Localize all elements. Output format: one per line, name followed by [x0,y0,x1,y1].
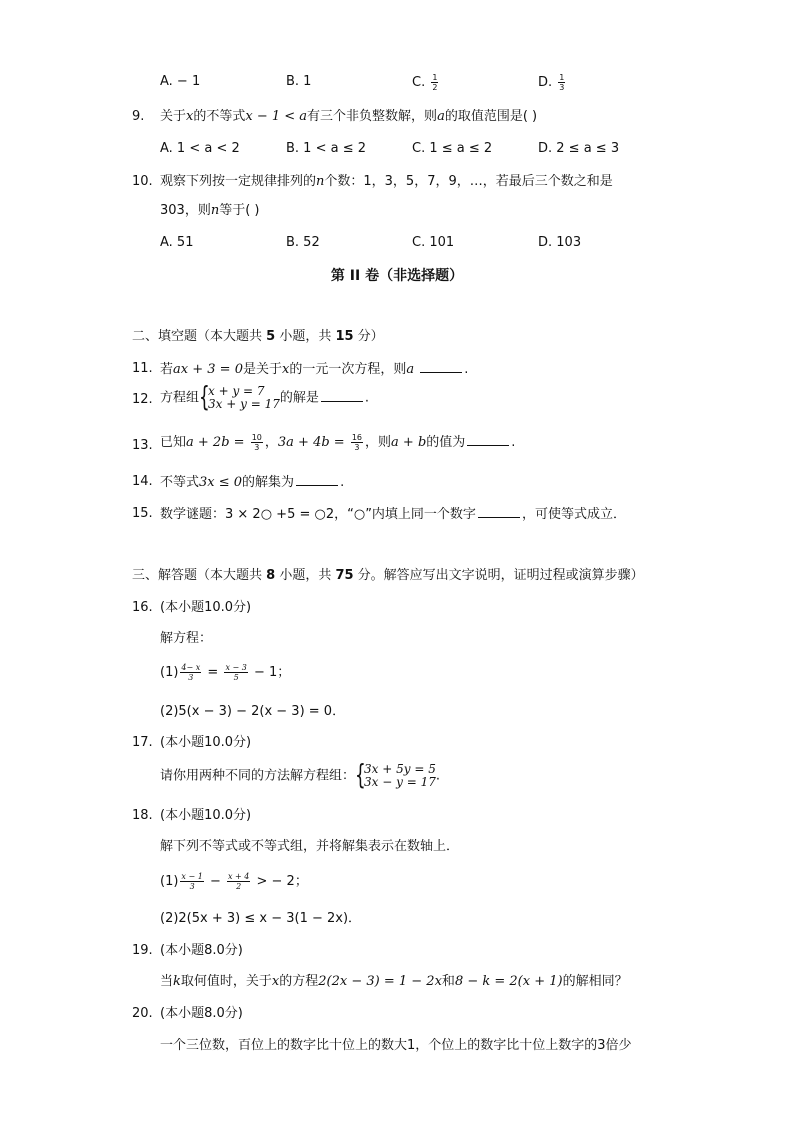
q9-option-c: C. 1 ≤ a ≤ 2 [412,141,493,156]
question-number: 18. [132,808,153,823]
question-number: 15. [132,506,153,521]
question-text: 不等式3x ≤ 0的解集为 . [160,475,345,490]
q8-option-b: B. 1 [286,74,312,89]
question-number: 19. [132,943,153,958]
equation-system: { x + y = 7 3x + y = 17 [199,380,280,413]
section-heading-fill-blank: 二、填空题（本大题共 5 小题，共 15 分） [132,329,384,344]
question-number: 14. [132,474,153,489]
q10-option-a: A. 51 [160,235,194,250]
q10-option-d: D. 103 [538,235,582,250]
question-number: 10. [132,174,153,189]
question-score: (本小题10.0分) [160,600,252,615]
answer-blank[interactable] [467,433,509,446]
question-number: 11. [132,361,153,376]
question-text: 方程组 { x + y = 7 3x + y = 17 的解是 . [160,380,369,413]
equation-system: { 3x + 5y = 5 3x − y = 17 [355,758,436,791]
q8-option-c: C. $\frac{1}{2}$ [412,73,438,92]
question-score: (本小题8.0分) [160,943,243,958]
q10-option-c: C. 101 [412,235,455,250]
exam-page: A. − 1 B. 1 C. $\frac{1}{2}$ D. $\frac{1}{3}$ 9. 关于x的不等式x − 1 < a有三个非负整数解，则a的取值范围是( ) A. 1 < a < 2 B. 1 < a ≤ 2 C. 1 ≤ a ≤ 2 D. 2 ≤ a ≤ 3 10. 观察下列按一定规律排列的n个数：1，3，5，7，9，…，若最后三个数之和是 303，则n等于( ) A. 51 B. 52 C. 101 D. 103 第 II 卷（非选择题） 二、填空题（本大题共 5 小题，共 15 分） 11. 若ax + 3 = 0是关于x的一元一次方程，则a . 12. 方程组 { x + y = 7 3x + y = 17 的解是 . 13. 已知a + 2b = $\frac{10}{3}$ ，3a + 4b = $\frac{16}{3}$ ，则a + b的值为 . 14. 不等式3x ≤ 0的解集为 . 15. 数学谜题：3 × 2○ +5 = ○2，“○”内填上同一个数字 ，可使等式成立． 三、解答题（本大题共 8 小题，共 75 分。解答应写出文字说明，证明过程或演算步骤） 16. (本小题10.0分) 解方程： (1) $\frac{4- x}{3}$ = $\frac{x - 3}{5}$ − 1； (2)5(x − 3) − 2(x − 3) = 0． 17. (本小题10.0分) 请你用两种不同的方法解方程组： { 3x + 5y = 5 3x − y = 17 . 18. (本小题10.0分) 解下列不等式或不等式组，并将解集表示在数轴上． (1) $\frac{x - 1}{3}$ − $\frac{x + 4}{2}$ > − 2； (2)2(5x + 3) ≤ x − 3(1 − 2x)． 19. (本小题8.0分) 当k取何值时，关于x的方程2(2x − 3) = 1 − 2x和8 − k = 2(x + 1)的解相同？ 20. (本小题8.0分) 一个三位数，百位上的数字比十位上的数大1，个位上的数字比十位上数字的3倍少 [0,0,794,1123]
question-text: 关于x的不等式x − 1 < a有三个非负整数解，则a的取值范围是( ) [160,109,538,124]
question-number: 9. [132,109,145,124]
q10-option-b: B. 52 [286,235,320,250]
question-text: 观察下列按一定规律排列的n个数：1，3，5，7，9，…，若最后三个数之和是 [160,174,613,189]
question-score: (本小题10.0分) [160,735,252,750]
q9-option-a: A. 1 < a < 2 [160,141,240,156]
question-number: 17. [132,735,153,750]
answer-blank[interactable] [420,360,462,373]
question-number: 16. [132,600,153,615]
answer-blank[interactable] [321,389,363,402]
answer-blank[interactable] [296,473,338,486]
question-text: 若ax + 3 = 0是关于x的一元一次方程，则a . [160,362,469,377]
section-heading-solve: 三、解答题（本大题共 8 小题，共 75 分。解答应写出文字说明，证明过程或演算步骤） [132,568,644,583]
part-title: 第 II 卷（非选择题） [330,268,464,284]
question-text: 数学谜题：3 × 2○ +5 = ○2，“○”内填上同一个数字 ，可使等式成立． [160,507,626,522]
q8-option-a: A. − 1 [160,74,201,89]
q9-option-d: D. 2 ≤ a ≤ 3 [538,141,620,156]
question-score: (本小题10.0分) [160,808,252,823]
question-number: 20. [132,1006,153,1021]
question-score: (本小题8.0分) [160,1006,243,1021]
answer-blank[interactable] [478,505,520,518]
q8-option-d: D. $\frac{1}{3}$ [538,73,565,92]
q9-option-b: B. 1 < a ≤ 2 [286,141,367,156]
question-number: 13. [132,438,153,453]
question-text: 已知a + 2b = $\frac{10}{3}$ ，3a + 4b = $\frac{16}{3}$ ，则a + b的值为 . [160,433,516,452]
question-number: 12. [132,392,153,407]
